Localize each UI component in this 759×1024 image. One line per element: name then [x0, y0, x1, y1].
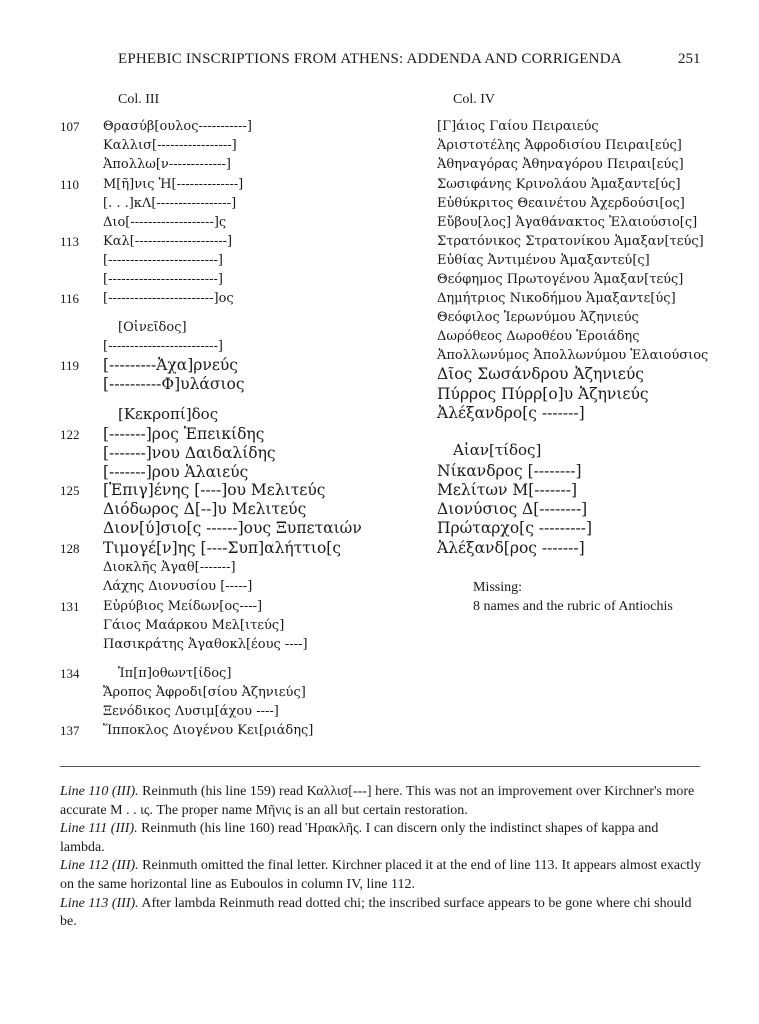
col3-line: Τιμογέ[ν]ης [----Συπ]αλήττιο[ς — [103, 539, 342, 557]
col3-line: [-------]ρος Ἐπεικίδης — [103, 425, 265, 443]
col4-line: Στρατόνικος Στρατονίκου Ἁμαξαν[τεύς] — [437, 234, 704, 249]
note — [60, 820, 705, 857]
note-text: After lambda Reinmuth read dotted chi; the inscribed surface appears to be gone where chi should be. — [60, 895, 692, 930]
line-number: 134 — [60, 666, 80, 681]
col4-line: Ἀλέξανδ[ρος -------] — [437, 539, 585, 557]
col4-line: Πύρρος Πύρρ[ο]υ Ἀζηνιεύς — [437, 385, 649, 403]
col4-line: Δημήτριος Νικοδήμου Ἁμαξαντε[ύς] — [437, 291, 676, 306]
line-number: 107 — [60, 119, 80, 134]
col4-line: Διονύσιος Δ[--------] — [437, 500, 588, 518]
note-label: Line 111 (III). — [60, 821, 138, 837]
col3-line: Εὐρύβιος Μείδων[ος----] — [103, 599, 263, 614]
col3-line: [-------------------------] — [103, 253, 223, 268]
col4-line: Εὐθύκριτος Θεαινέτου Ἀχερδούσι[ος] — [437, 196, 685, 211]
divider — [60, 766, 700, 767]
col3-line: Διο[-------------------]ς — [103, 215, 227, 230]
col4-title: Col. IV — [453, 92, 495, 107]
col3-line: Ἵπποκλος Διογένου Κει[ριάδης] — [103, 723, 314, 738]
col3-line: Διον[ύ]σιο[ς ------]ους Ξυπεταιών — [103, 519, 362, 537]
col3-title: Col. III — [118, 92, 160, 107]
col4-line: Πρώταρχο[ς ---------] — [437, 519, 592, 537]
col3-line: [-------------------------] — [103, 272, 223, 287]
col3-line: Μ[ῆ]νις Ἡ[--------------] — [103, 177, 244, 192]
col3-line: Πασικράτης Ἀγαθοκλ[έους ----] — [103, 637, 308, 652]
col3-line: Ἀπολλω[ν-------------] — [103, 157, 231, 172]
col3-line: Διόδωρος Δ[--]υ Μελιτεύς — [103, 500, 307, 518]
col3-line: Γάιος Μαάρκου Μελ[ιτεύς] — [103, 618, 285, 633]
col3-line: Καλλισ[-----------------] — [103, 138, 237, 153]
line-number: 116 — [60, 291, 80, 306]
missing-text: 8 names and the rubric of Antiochis — [473, 599, 673, 614]
col4-line: Εὐθίας Ἀντιμένου Ἁμαξαντεύ[ς] — [437, 253, 650, 268]
col3-line: Θρασύβ[ουλος-----------] — [103, 119, 252, 134]
line-number: 113 — [60, 234, 80, 249]
col4-line: Θεόφημος Πρωτογένου Ἁμαξαν[τεύς] — [437, 272, 684, 287]
col3-line: Ξενόδικος Λυσιμ[άχου ----] — [103, 704, 279, 719]
col3-line: [Ἐπιγ]ένης [----]ου Μελιτεύς — [103, 481, 326, 499]
col3-line: [----------Φ]υλάσιος — [103, 375, 245, 393]
col3-line: [. . .]κΛ[-----------------] — [103, 196, 237, 211]
col4-line: Δωρόθεος Δωροθέου Ἐροιάδης — [437, 329, 640, 344]
col4-line: Ἀπολλωνύμος Ἀπολλωνύμου Ἐλαιούσιος — [437, 348, 709, 363]
note-text: Reinmuth (his line 159) read Καλλισ[---] here. This was not an improvement over Kirchner's more accurate M . . ις. The proper name Μῆνις is an all but certain restoration. — [60, 784, 695, 818]
line-number: 131 — [60, 599, 80, 614]
line-number: 128 — [60, 541, 80, 556]
page-number: 251 — [678, 51, 701, 67]
note — [60, 857, 705, 894]
note — [60, 895, 705, 932]
col4-line: Εὔβου[λος] Ἀγαθάνακτος Ἐλαιούσιο[ς] — [437, 215, 698, 230]
note-label: Line 110 (III). — [60, 784, 139, 799]
col3-line: Λάχης Διονυσίου [-----] — [103, 579, 253, 594]
line-number: 122 — [60, 427, 80, 442]
line-number: 110 — [60, 177, 80, 192]
col4-line: [Γ]άιος Γαίου Πειραιεύς — [437, 119, 599, 134]
running-head: EPHEBIC INSCRIPTIONS FROM ATHENS: ADDENDA AND CORRIGENDA — [118, 51, 622, 67]
missing-title: Missing: — [473, 580, 523, 595]
rubric-oineidos: [Οἰνεῖδος] — [118, 320, 187, 335]
col3-line: [-------]νου Δαιδαλίδης — [103, 444, 276, 462]
rubric-aiantidos: Αἰαν[τίδος] — [453, 441, 542, 459]
col3-line: [-------------------------] — [103, 339, 223, 354]
line-number: 137 — [60, 723, 80, 738]
note-text: Reinmuth (his line 160) read Ἡρακλῆς. I can discern only the indistinct shapes of kappa and lambda. — [60, 821, 659, 855]
line-number: 125 — [60, 483, 80, 498]
col4-line: Ἀριστοτέλης Ἀφροδισίου Πειραι[εύς] — [437, 138, 682, 153]
col4-line: Μελίτων Μ[-------] — [437, 481, 577, 499]
col3-line: Ἄροπος Ἀφροδι[σίου Ἀζηνιεύς] — [103, 685, 306, 700]
col4-line: Θεόφιλος Ἱερωνύμου Ἀζηνιεύς — [437, 310, 639, 325]
rubric-kekropidos: [Κεκροπί]δος — [118, 405, 219, 423]
col3-line: [-------]ρου Ἁλαιεύς — [103, 463, 249, 481]
note-text: Reinmuth omitted the final letter. Kirchner placed it at the end of line 113. It appears almost exactly on the same horizontal line as Euboulos in column IV, line 112. — [60, 858, 702, 892]
col3-line: [------------------------]ος — [103, 291, 234, 306]
line-number: 119 — [60, 358, 80, 373]
col3-line: Καλ[---------------------] — [103, 234, 233, 249]
col4-line: Νίκανδρος [--------] — [437, 462, 582, 480]
commentary-notes — [60, 783, 705, 932]
col4-line: Δῖος Σωσάνδρου Ἀζηνιεύς — [437, 365, 644, 383]
note-label: Line 113 (III). — [60, 895, 139, 911]
col4-line: Σωσιφάνης Κρινολάου Ἁμαξαντε[ύς] — [437, 177, 681, 192]
col3-line: [---------Ἀχα]ρνεύς — [103, 356, 238, 374]
col3-line: Διοκλῆς Ἀγαθ[-------] — [103, 560, 236, 575]
col4-line: Ἀλέξανδρο[ς -------] — [437, 404, 585, 422]
col4-line: Ἀθηναγόρας Ἀθηναγόρου Πειραι[εύς] — [437, 157, 684, 172]
note-label: Line 112 (III). — [60, 858, 139, 874]
note — [60, 783, 705, 820]
rubric-hippothontidos: Ἱπ[π]οθωντ[ίδος] — [118, 666, 232, 681]
